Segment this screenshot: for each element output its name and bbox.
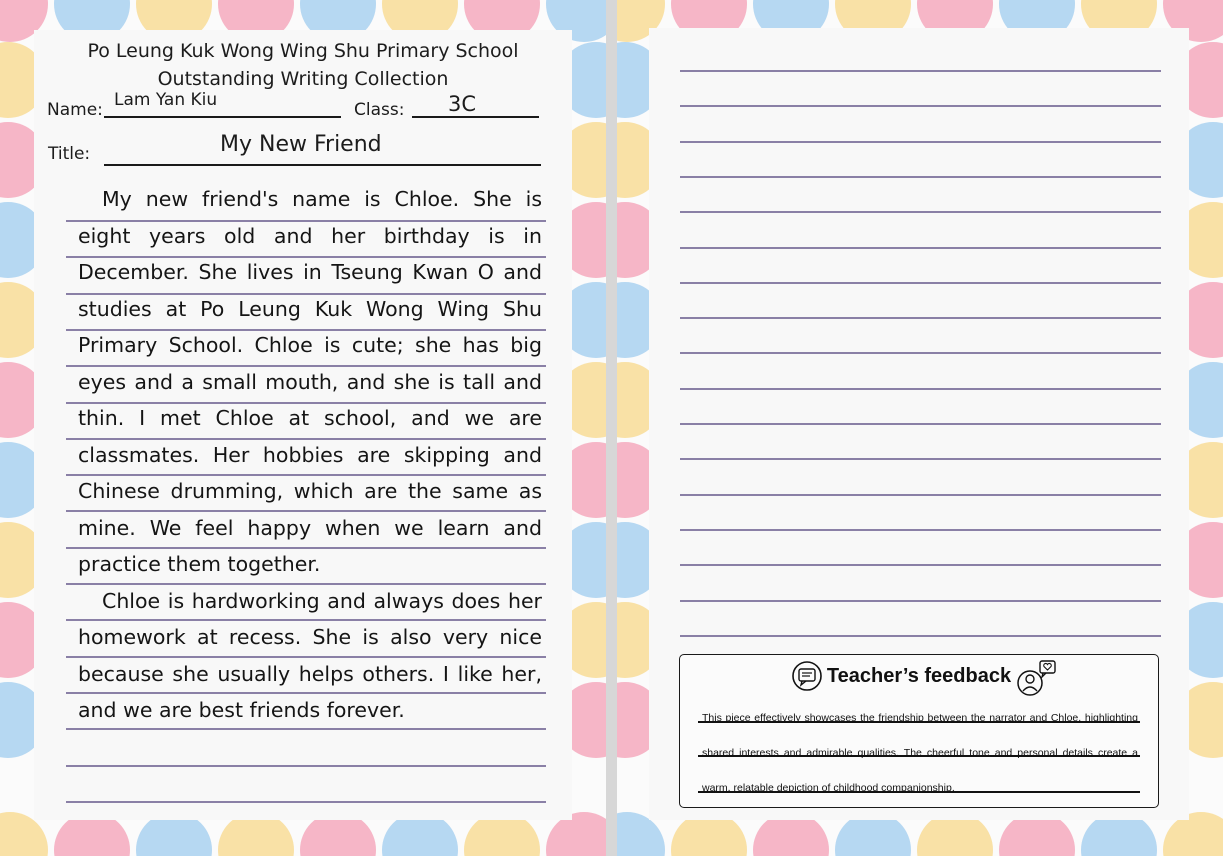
name-line [104,116,341,118]
ruled-line [680,564,1161,566]
ruled-line [66,801,546,803]
feedback-text: This piece effectively showcases the friendship between the narrator and Chloe, highlighting shared interests and admirable qualities. The cheerful tone and personal details create a warm, relatable depiction of childhood companionship. [702,712,1138,794]
writing-sheet [34,30,572,820]
class-value: 3C [448,92,477,116]
left-page [0,0,606,856]
ruled-line [680,458,1161,460]
collection-title: Outstanding Writing Collection [157,68,449,90]
ruled-line [680,423,1161,425]
essay-paragraph: My new friend's name is Chloe. She is eight years old and her birthday is in December. She lives in Tseung Kwan O and studies at Po Leung Kuk Wong Wing Shu Primary School. Chloe is cute; she has big eyes and a small mouth, and she is tall and thin. I met Chloe at school, and we are classmates. Her hobbies are skipping and Chinese drumming, which are the same as mine. We feel happy when we learn and practice them together. [78,187,542,576]
ruled-line [66,765,546,767]
ruled-line [680,388,1161,390]
teacher-feedback-box [679,654,1159,808]
ruled-line [680,211,1161,213]
title-label: Title: [48,144,91,164]
feedback-title: Teacher’s feedback [826,665,1012,687]
class-line [412,116,539,118]
ruled-line [680,352,1161,354]
ruled-line [680,141,1161,143]
ruled-line [680,247,1161,249]
blank-sheet [649,28,1189,820]
title-line [104,164,541,166]
person-heart-icon [1016,659,1058,703]
ruled-line [680,282,1161,284]
ruled-line [680,70,1161,72]
ruled-line [680,317,1161,319]
right-page [617,0,1223,856]
ruled-line [680,494,1161,496]
ruled-line [680,600,1161,602]
ruled-line [680,176,1161,178]
student-name: Lam Yan Kiu [114,90,218,110]
essay-paragraph: Chloe is hardworking and always does her homework at recess. She is also very nice because she usually helps others. I like her, and we are best friends forever. [78,588,542,722]
school-name: Po Leung Kuk Wong Wing Shu Primary School [87,40,519,62]
ruled-line [680,635,1161,637]
name-label: Name: [47,100,103,120]
essay-title: My New Friend [220,132,382,157]
essay-body [78,181,542,729]
ruled-line [680,105,1161,107]
class-label: Class: [354,100,405,120]
ruled-line [680,529,1161,531]
